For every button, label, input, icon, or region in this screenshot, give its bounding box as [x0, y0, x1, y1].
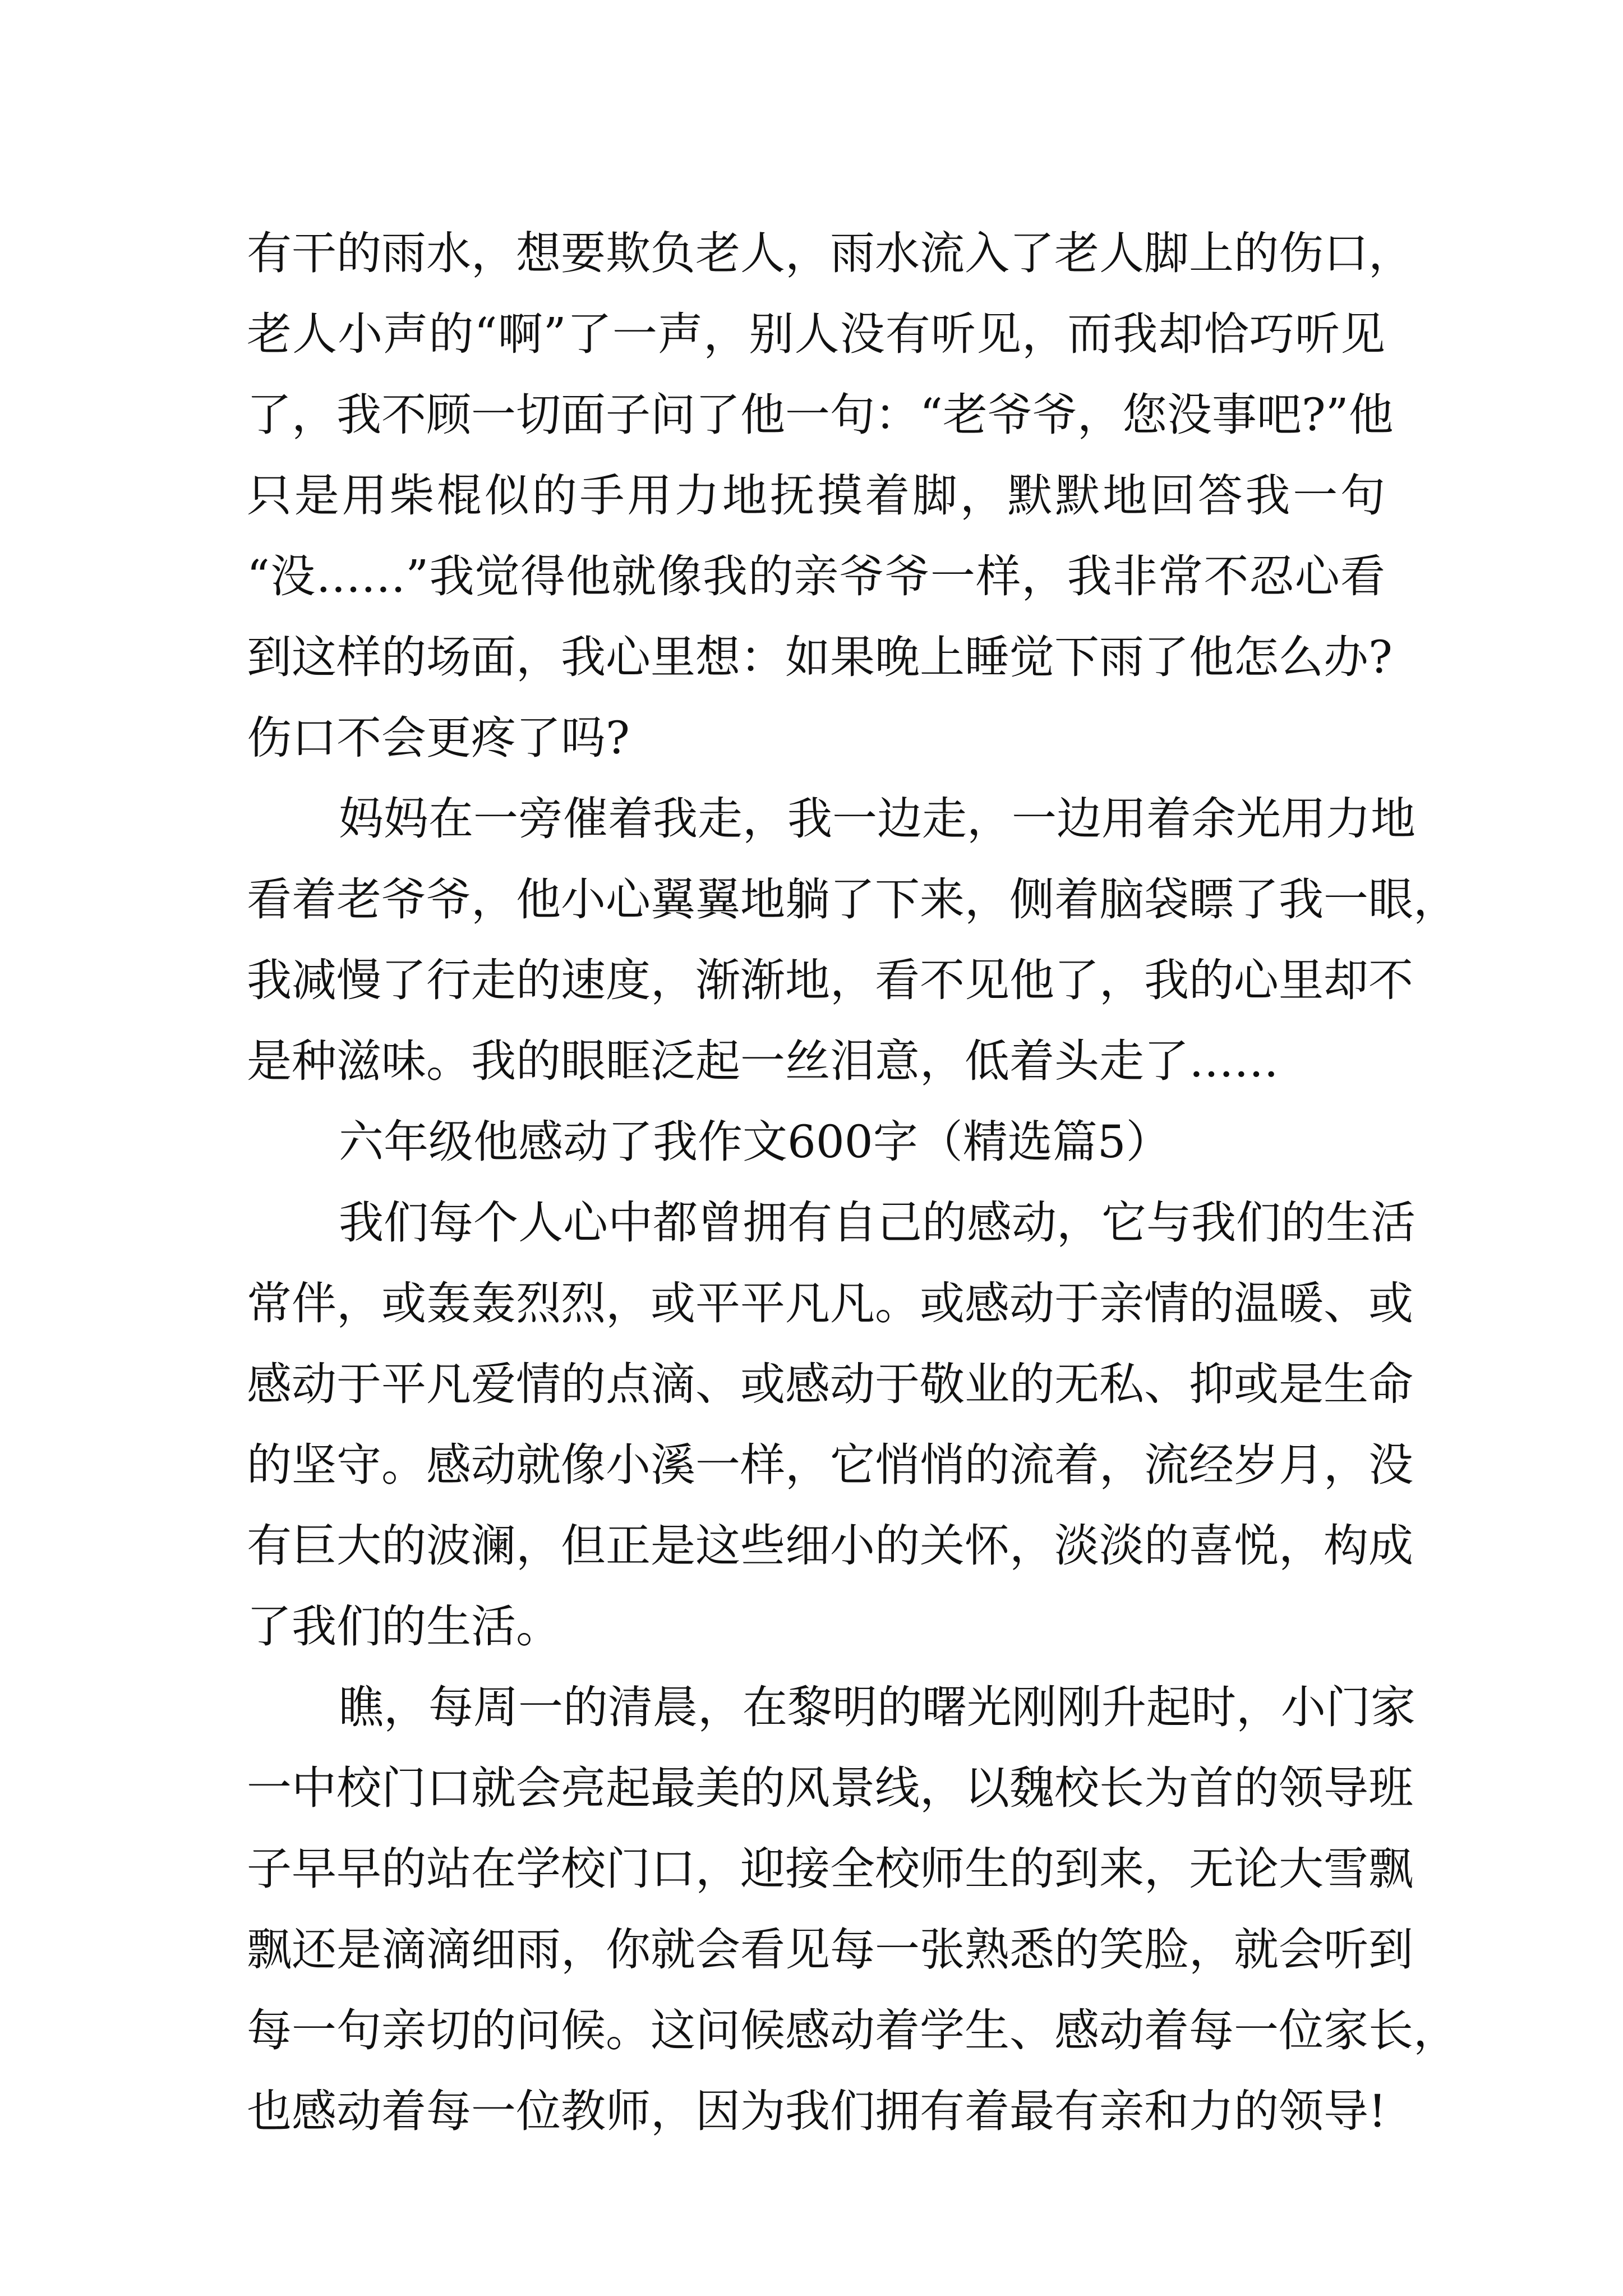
text-line: 飘还是滴滴细雨，你就会看见每一张熟悉的笑脸，就会听到 [247, 1924, 1413, 1976]
text-line: 感动于平凡爱情的点滴、或感动于敬业的无私、抑或是生命 [247, 1358, 1413, 1410]
text-line: 了，我不顾一切面子问了他一句：“老爷爷，您没事吧?”他 [247, 389, 1394, 441]
text-line: 瞧，每周一的清晨，在黎明的曙光刚刚升起时，小门家 [339, 1681, 1415, 1733]
text-line: 老人小声的“啊”了一声，别人没有听见，而我却恰巧听见 [247, 308, 1385, 360]
text-line: 也感动着每一位教师，因为我们拥有着最有亲和力的领导! [247, 2085, 1387, 2137]
text-line: 一中校门口就会亮起最美的风景线，以魏校长为首的领导班 [247, 1762, 1413, 1814]
text-line: 有干的雨水，想要欺负老人，雨水流入了老人脚上的伤口， [247, 227, 1413, 279]
text-line: 的坚守。感动就像小溪一样，它悄悄的流着，流经岁月，没 [247, 1439, 1413, 1491]
text-line: 有巨大的波澜，但正是这些细小的关怀，淡淡的喜悦，构成 [247, 1520, 1413, 1572]
text-line: 我减慢了行走的速度，渐渐地，看不见他了，我的心里却不 [247, 954, 1413, 1006]
text-line: 我们每个人心中都曾拥有自己的感动，它与我们的生活 [339, 1197, 1415, 1249]
section-heading: 六年级他感动了我作文600字（精选篇5） [339, 1116, 1171, 1168]
text-line: 妈妈在一旁催着我走，我一边走，一边用着余光用力地 [339, 793, 1415, 845]
text-line: 每一句亲切的问候。这问候感动着学生、感动着每一位家长， [247, 2004, 1458, 2056]
text-line: 看着老爷爷，他小心翼翼地躺了下来，侧着脑袋瞟了我一眼， [247, 873, 1458, 926]
text-line: 只是用柴棍似的手用力地抚摸着脚，默默地回答我一句 [247, 470, 1385, 522]
text-line: 是种滋味。我的眼眶泛起一丝泪意，低着头走了…… [247, 1035, 1279, 1087]
body-text [247, 213, 1458, 2152]
text-line: 子早早的站在学校门口，迎接全校师生的到来，无论大雪飘 [247, 1843, 1413, 1895]
text-line: 常伴，或轰轰烈烈，或平平凡凡。或感动于亲情的温暖、或 [247, 1277, 1413, 1329]
text-line: 了我们的生活。 [247, 1600, 561, 1653]
text-line: “没……”我觉得他就像我的亲爷爷一样，我非常不忍心看 [247, 550, 1385, 602]
text-line: 到这样的场面，我心里想：如果晚上睡觉下雨了他怎么办? [247, 631, 1393, 683]
text-line: 伤口不会更疼了吗? [247, 712, 630, 764]
